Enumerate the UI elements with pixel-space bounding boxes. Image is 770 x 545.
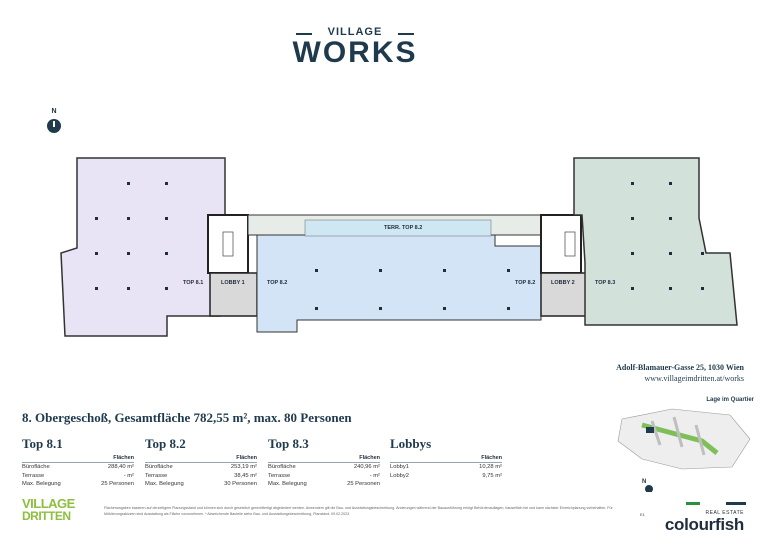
unit-row: Lobby2 9,75 m² <box>390 472 502 479</box>
logo-bottom-line2: DRITTEN <box>22 509 71 523</box>
flaechen-label: Flächen <box>390 455 502 463</box>
flaechen-label: Flächen <box>268 455 380 463</box>
label-top-8-3: TOP 8.3 <box>595 280 616 286</box>
flaechen-label: Flächen <box>22 455 134 463</box>
disclaimer-text: Flächenangaben basieren auf derzeitigem Planungsstand und können sich durch gesetzlich gerechtfertigt abgeändert werden. Anwendern gilt die Bau- und Ausstattungsbeschreibung. Änderungen während der Bauausführung erfolgt Behördenauflagen, bauseitlich bei und kann nächster Einreichplanung vorbehalten. Für Möblierungsskizzen sind Ausstattung als Fläche vorzunehmen. * Abweichende Bauteile siehe Bau- und Ausstattungsbeschreibung, Planstand: 09.02.2023 <box>104 506 613 516</box>
unit-row: Max. Belegung 30 Personen <box>145 481 257 488</box>
logo-bottom-line1: VILLAGE <box>22 496 75 511</box>
unit-top-8-1 <box>22 436 134 489</box>
real-estate-label: REAL ESTATE <box>705 510 744 516</box>
unit-top-8-2 <box>145 436 257 489</box>
unit-title: Lobbys <box>390 436 432 451</box>
unit-title: Top 8.2 <box>145 436 186 451</box>
label-lobby-2: LOBBY 2 <box>551 280 575 286</box>
unit-row: Bürofläche 253,19 m² <box>145 464 257 470</box>
map-north-label: N <box>642 479 647 485</box>
flaechen-label: Flächen <box>145 455 257 463</box>
unit-title: Top 8.3 <box>268 436 309 451</box>
site-map-graphic <box>612 397 754 492</box>
logo-works-text: WORKS <box>292 36 418 69</box>
label-terr-top-8-2: TERR. TOP 8.2 <box>384 225 423 231</box>
unit-row: Bürofläche 288,40 m² <box>22 464 134 470</box>
label-top-8-2-west: TOP 8.2 <box>267 280 288 286</box>
website-link[interactable]: www.villageimdritten.at/works <box>644 374 744 383</box>
unit-row: Max. Belegung 25 Personen <box>22 481 134 488</box>
quartier-map <box>612 397 754 492</box>
brand-bar-green <box>686 502 700 505</box>
compass-icon <box>47 119 61 133</box>
label-top-8-2-east: TOP 8.2 <box>515 280 536 286</box>
address-line: Adolf-Blamauer-Gasse 25, 1030 Wien <box>616 363 744 372</box>
north-arrow <box>44 108 64 133</box>
unit-row: Terrasse - m² <box>22 472 134 479</box>
brand-bar-dark <box>726 502 746 505</box>
north-label: N <box>51 108 57 115</box>
small-label: E1 <box>640 512 645 517</box>
floor-plan <box>55 150 745 350</box>
address-block <box>616 362 744 384</box>
core-west <box>208 215 248 273</box>
unit-top-8-3 <box>268 436 380 489</box>
unit-title: Top 8.1 <box>22 436 63 451</box>
floor-heading: 8. Obergeschoß, Gesamtfläche 782,55 m², max. 80 Personen <box>22 410 352 425</box>
unit-row: Terrasse - m² <box>268 472 380 479</box>
label-lobby-1: LOBBY 1 <box>221 280 245 286</box>
colourfish-logo: colourfish <box>664 515 744 534</box>
quartier-label: Lage im Quartier <box>706 397 754 403</box>
unit-row: Max. Belegung 25 Personen <box>268 481 380 488</box>
label-top-8-1: TOP 8.1 <box>183 280 204 286</box>
unit-row: Lobby1 10,28 m² <box>390 464 502 470</box>
village-im-dritten-logo <box>22 498 92 522</box>
room-top-8-1 <box>61 158 225 336</box>
village-works-logo <box>292 26 418 74</box>
unit-row: Bürofläche 240,96 m² <box>268 464 380 470</box>
room-top-8-3 <box>574 158 737 325</box>
logo-village-text: VILLAGE <box>292 26 418 38</box>
unit-row: Terrasse 38,45 m² <box>145 472 257 479</box>
room-top-8-2 <box>257 232 541 332</box>
unit-lobbys <box>390 436 502 480</box>
map-compass-icon <box>645 485 653 492</box>
